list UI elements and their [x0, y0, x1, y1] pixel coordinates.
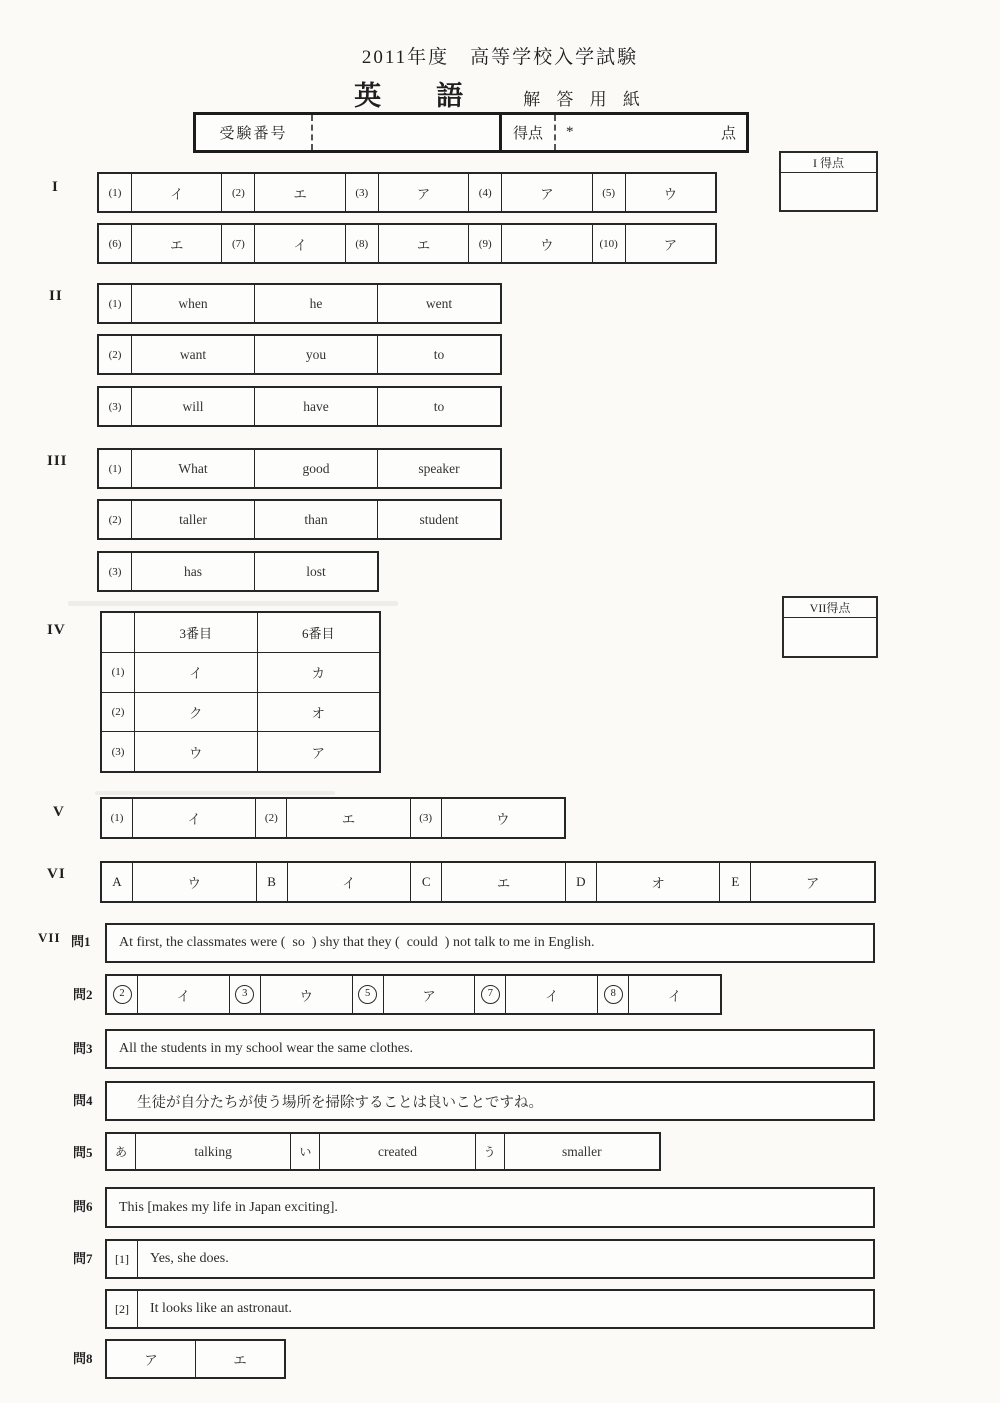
answer-cell: want	[132, 336, 255, 373]
q2-answer-row	[105, 974, 722, 1015]
section1-score-box	[779, 151, 878, 212]
answer-cell: ウ	[663, 186, 678, 202]
answer-cell: イ	[288, 863, 412, 901]
answer-cell: ウ	[133, 863, 257, 901]
section-5-label: V	[53, 804, 65, 820]
question-number: (3)	[346, 174, 379, 211]
q4-answer-text: 生徒が自分たちが使う場所を掃除することは良いことですね。	[137, 1094, 543, 1111]
q7-2-answer-text: It looks like an astronaut.	[150, 1301, 292, 1316]
question-number: (10)	[593, 225, 626, 262]
answer-cell: ク	[135, 693, 258, 732]
q6-answer-text: This [makes my life in Japan exciting].	[119, 1199, 338, 1215]
item-number: [1]	[107, 1241, 138, 1277]
subject-header	[0, 74, 1000, 113]
question-7-7-label: 問7	[73, 1251, 93, 1266]
corner-cell	[102, 613, 135, 652]
answer-cell: イ	[506, 976, 598, 1013]
circled-number: 5	[353, 976, 384, 1013]
answer-cell: イ	[132, 174, 222, 211]
examinee-score-bar	[193, 112, 749, 153]
question-number: (3)	[99, 553, 132, 590]
question-letter: A	[102, 863, 133, 901]
kana-label: あ	[107, 1134, 136, 1169]
sheet-type-label: 解 答 用 紙	[523, 90, 646, 109]
q6-answer-box	[105, 1187, 875, 1228]
section-3-label: III	[47, 453, 68, 469]
answer-cell: カ	[311, 666, 325, 682]
answer-cell: エ	[379, 225, 469, 262]
answer-cell: he	[255, 285, 378, 322]
score-field	[556, 115, 746, 150]
q7-1-answer-text: Yes, she does.	[150, 1251, 229, 1266]
score-asterisk: *	[566, 124, 574, 140]
score-label: 得点	[502, 115, 556, 150]
question-number: (2)	[102, 693, 135, 732]
answer-cell: ア	[502, 174, 592, 211]
section6-answer-row	[100, 861, 876, 903]
kana-label: う	[476, 1134, 505, 1169]
section7-score-box	[782, 596, 878, 658]
q5-answer-row	[105, 1132, 661, 1171]
question-number: (1)	[102, 799, 133, 837]
answer-cell: ア	[384, 976, 476, 1013]
question-number: (1)	[99, 450, 132, 487]
section3-answer-row-3	[97, 551, 379, 592]
table-row	[102, 732, 379, 771]
column-header-sixth: 6番目	[301, 625, 335, 641]
section2-answer-row-2	[97, 334, 502, 375]
q4-answer-box	[105, 1081, 875, 1121]
kana-label: い	[291, 1134, 320, 1169]
question-7-1-label: 問1	[71, 934, 91, 949]
section2-answer-row-1	[97, 283, 502, 324]
answer-cell: エ	[132, 225, 222, 262]
section7-score-value	[784, 618, 876, 656]
section1-score-value	[781, 173, 876, 210]
answer-cell: What	[132, 450, 255, 487]
answer-cell: イ	[138, 976, 230, 1013]
answer-cell	[138, 1291, 873, 1327]
section1-score-title: I 得点	[781, 153, 876, 173]
answer-cell: speaker	[418, 460, 460, 476]
answer-cell: will	[132, 388, 255, 425]
circled-number: 7	[475, 976, 506, 1013]
question-7-4-label: 問4	[73, 1093, 93, 1108]
answer-cell: イ	[135, 653, 258, 692]
answer-cell: ア	[805, 876, 820, 891]
answer-cell: オ	[311, 705, 325, 721]
answer-cell: エ	[233, 1353, 247, 1368]
answer-cell: to	[433, 346, 445, 362]
circled-number: 3	[230, 976, 261, 1013]
answer-cell: エ	[255, 174, 345, 211]
section5-answer-row	[100, 797, 566, 839]
answer-cell	[138, 1241, 873, 1277]
answer-cell: ウ	[261, 976, 353, 1013]
question-letter: E	[720, 863, 751, 901]
question-number: (3)	[411, 799, 442, 837]
answer-cell: オ	[597, 863, 721, 901]
answer-cell: created	[320, 1134, 475, 1169]
q1-answer-box	[105, 923, 875, 963]
answer-cell: エ	[287, 799, 410, 837]
section3-answer-row-2	[97, 499, 502, 540]
answer-cell: have	[255, 388, 378, 425]
answer-cell: taller	[132, 501, 255, 538]
answer-cell: went	[425, 295, 453, 311]
question-number: (2)	[99, 336, 132, 373]
subject-name: 英 語	[354, 81, 478, 111]
column-header-third: 3番目	[135, 613, 258, 652]
exam-title: 2011年度 高等学校入学試験	[361, 47, 639, 68]
examinee-number-field	[313, 115, 502, 150]
answer-cell: ア	[379, 174, 469, 211]
section7-score-title: VII得点	[784, 598, 876, 618]
question-7-2-label: 問2	[73, 987, 93, 1002]
question-number: (2)	[99, 501, 132, 538]
question-number: (1)	[102, 653, 135, 692]
circled-number: 2	[107, 976, 138, 1013]
answer-cell: student	[419, 511, 459, 527]
question-number: (5)	[593, 174, 626, 211]
answer-cell: smaller	[561, 1143, 602, 1159]
answer-cell: ウ	[496, 812, 510, 827]
table-row	[102, 693, 379, 733]
question-number: (2)	[256, 799, 287, 837]
question-number: (2)	[222, 174, 255, 211]
q7-answer-row-1	[105, 1239, 875, 1279]
section-7-label: VII	[38, 930, 61, 945]
section-1-label: I	[52, 179, 59, 195]
question-7-5-label: 問5	[73, 1145, 93, 1160]
section3-answer-row-1	[97, 448, 502, 489]
answer-cell: you	[255, 336, 378, 373]
q8-answer-row	[105, 1339, 286, 1379]
examinee-number-label: 受験番号	[196, 115, 313, 150]
q3-answer-text: All the students in my school wear the same clothes.	[119, 1041, 413, 1056]
answer-cell: ア	[107, 1341, 196, 1377]
section2-answer-row-3	[97, 386, 502, 427]
answer-cell: than	[255, 501, 378, 538]
answer-cell: ウ	[135, 732, 258, 771]
question-number: (1)	[99, 285, 132, 322]
question-letter: C	[411, 863, 442, 901]
question-7-3-label: 問3	[73, 1041, 93, 1056]
answer-cell: イ	[255, 225, 345, 262]
section-2-label: II	[49, 288, 63, 304]
answer-cell: エ	[442, 863, 566, 901]
answer-cell: good	[255, 450, 378, 487]
answer-cell: イ	[667, 988, 682, 1004]
scan-smudge	[95, 791, 335, 795]
answer-cell: lost	[306, 563, 326, 579]
answer-cell: イ	[133, 799, 256, 837]
q7-answer-row-2	[105, 1289, 875, 1329]
question-number: (4)	[469, 174, 502, 211]
question-7-6-label: 問6	[73, 1199, 93, 1214]
scan-smudge	[68, 601, 398, 606]
question-number: (1)	[99, 174, 132, 211]
question-number: (9)	[469, 225, 502, 262]
question-number: (7)	[222, 225, 255, 262]
item-number: [2]	[107, 1291, 138, 1327]
answer-cell: to	[433, 398, 445, 414]
section1-answer-row-1	[97, 172, 717, 213]
section1-answer-row-2	[97, 223, 717, 264]
points-suffix: 点	[720, 126, 736, 142]
question-letter: D	[566, 863, 597, 901]
circled-number: 8	[598, 976, 629, 1013]
table-header-row	[102, 613, 379, 653]
q3-answer-box	[105, 1029, 875, 1069]
answer-cell: ア	[311, 745, 325, 761]
answer-cell: ウ	[502, 225, 592, 262]
answer-cell: talking	[136, 1134, 291, 1169]
answer-cell: has	[132, 553, 255, 590]
table-row	[102, 653, 379, 693]
question-number: (3)	[102, 732, 135, 771]
answer-cell: when	[132, 285, 255, 322]
section-6-label: VI	[47, 866, 66, 882]
answer-cell: ア	[663, 237, 678, 253]
section-4-label: IV	[47, 622, 66, 638]
question-number: (8)	[346, 225, 379, 262]
q1-answer-text: At first, the classmates were ( so ) shy that they ( could ) not talk to me in English.	[119, 935, 595, 950]
question-number: (3)	[99, 388, 132, 425]
section4-table	[100, 611, 381, 773]
question-number: (6)	[99, 225, 132, 262]
question-letter: B	[257, 863, 288, 901]
question-7-8-label: 問8	[73, 1351, 93, 1366]
